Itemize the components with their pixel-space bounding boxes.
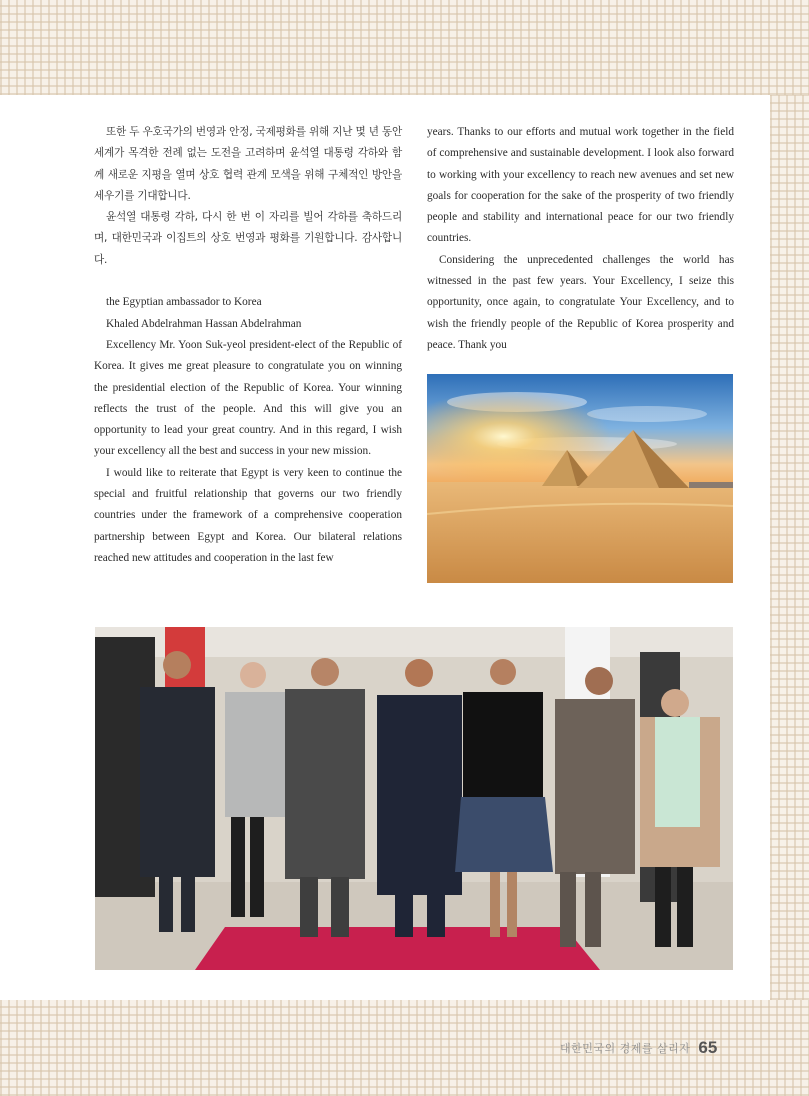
footer-title: 대한민국의 경제를 살리자 — [560, 1042, 691, 1055]
english-paragraph-3: Considering the unprecedented challenges the world has witnessed in the past few years. Your Excellency, I seize this opportunity, once again, to congratulate Your Excellency, and to wish the friendly people of the Republic of Korea prosperity and peace. Thank you — [427, 253, 734, 351]
right-decorative-band — [770, 95, 809, 1000]
english-paragraph-2-end: years. Thanks to our efforts and mutual work together in the field of comprehensive and sustainable development. I look also forward to working with your excellency to reach new avenues and set new goals for cooperation for the sake of the prosperity of two friendly people and stability and international peace for our two friendly countries. — [427, 126, 734, 245]
pyramids-illustration — [427, 374, 733, 583]
spacer — [94, 271, 402, 292]
korean-paragraph-2: 윤석열 대통령 각하, 다시 한 번 이 자리를 빌어 각하를 축하드리며, 대한민국과 이집트의 상호 번영과 평화를 기원합니다. 감사합니다. — [94, 211, 402, 266]
page-footer — [560, 1036, 717, 1060]
page-number: 65 — [698, 1038, 718, 1057]
right-text-column — [427, 122, 734, 356]
signature-title: the Egyptian ambassador to Korea — [106, 296, 262, 309]
left-text-column — [94, 122, 402, 569]
english-paragraph-1: Excellency Mr. Yoon Suk-yeol president-elect of the Republic of Korea. It gives me great pleasure to congratulate you on winning the presidential election of the Republic of Korea. Your winning reflects the trust of the people. And this will give you an opportunity to lead your great country. And in this regard, I wish your excellency all the best and success in your new mission. — [94, 338, 402, 458]
group-photo-illustration — [95, 627, 733, 970]
pyramids-photo — [427, 374, 733, 583]
top-decorative-band — [0, 0, 809, 95]
english-paragraph-2-start: I would like to reiterate that Egypt is very keen to continue the special and fruitful relationship that governs our two friendly countries under the framework of a comprehensive cooperation partnership between Egypt and Korea. Our bilateral relations reached new attitudes and cooperation in the last few — [94, 466, 402, 564]
group-photo — [95, 627, 733, 970]
korean-paragraph-1: 또한 두 우호국가의 번영과 안정, 국제평화를 위해 지난 몇 년 동안 세계가 목격한 전례 없는 도전을 고려하며 윤석열 대통령 각하와 함께 새로운 지평을 열며 상호 협력 관계 모색을 위해 구체적인 방안을 세우기를 기대합니다. — [94, 126, 402, 202]
signature-name: Khaled Abdelrahman Hassan Abdelrahman — [106, 317, 302, 330]
